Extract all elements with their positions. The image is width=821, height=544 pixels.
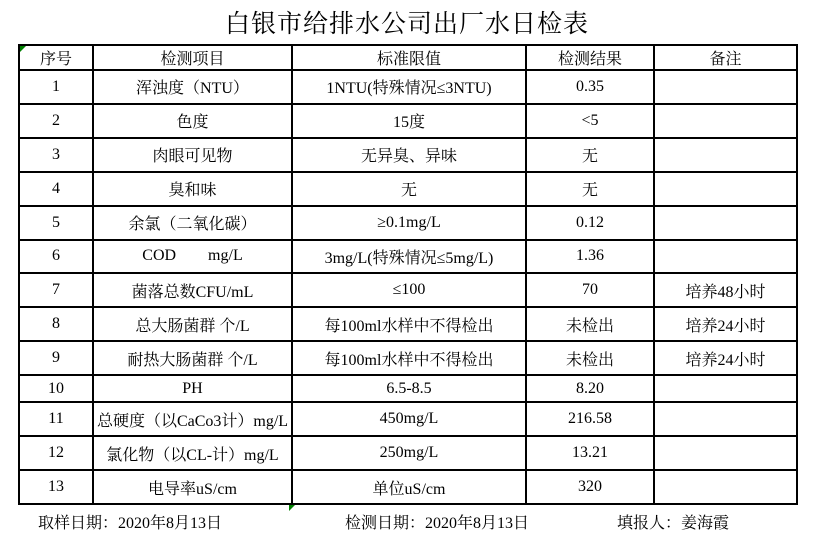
- cell-remark: [654, 470, 797, 504]
- cell-limit: 无: [292, 172, 526, 206]
- header-limit: 标准限值: [292, 45, 526, 70]
- table-row: [19, 104, 797, 138]
- table-row: [19, 172, 797, 206]
- cell-index: 10: [19, 375, 93, 402]
- cell-limit: 无异臭、异味: [292, 138, 526, 172]
- cell-item: 氯化物（以CL-计）mg/L: [93, 436, 292, 470]
- cell-remark: [654, 375, 797, 402]
- cell-remark: 培养24小时: [654, 341, 797, 375]
- cell-result: 320: [526, 470, 654, 504]
- green-corner-marker-icon: [20, 46, 26, 52]
- table-row: [19, 341, 797, 375]
- cell-item: 电导率uS/cm: [93, 470, 292, 504]
- cell-limit: ≤100: [292, 273, 526, 307]
- cell-result: 无: [526, 138, 654, 172]
- cell-item: COD mg/L: [93, 240, 292, 274]
- header-item: 检测项目: [93, 45, 292, 70]
- cell-index: 8: [19, 307, 93, 341]
- cell-index: 6: [19, 240, 93, 274]
- cell-limit: 450mg/L: [292, 402, 526, 436]
- green-bottom-marker-icon: [289, 505, 295, 511]
- table-row: [19, 436, 797, 470]
- page-title: 白银市给排水公司出厂水日检表: [224, 11, 589, 38]
- cell-remark: [654, 138, 797, 172]
- cell-result: 1.36: [526, 240, 654, 274]
- cell-item: 色度: [93, 104, 292, 138]
- cell-remark: 培养24小时: [654, 307, 797, 341]
- cell-result: <5: [526, 104, 654, 138]
- cell-remark: [654, 402, 797, 436]
- cell-remark: [654, 172, 797, 206]
- cell-remark: 培养48小时: [654, 273, 797, 307]
- cell-item: 肉眼可见物: [93, 138, 292, 172]
- cell-index: 7: [19, 273, 93, 307]
- cell-item: PH: [93, 375, 292, 402]
- cell-item: 耐热大肠菌群 个/L: [93, 341, 292, 375]
- inspection-table: [18, 44, 798, 505]
- cell-item: 浑浊度（NTU）: [93, 70, 292, 104]
- reporter-name: 填报人：姜海霞: [617, 515, 730, 532]
- cell-result: 13.21: [526, 436, 654, 470]
- cell-item: 余氯（二氧化碳）: [93, 206, 292, 240]
- cell-index: 12: [19, 436, 93, 470]
- cell-result: 0.12: [526, 206, 654, 240]
- cell-item: 臭和味: [93, 172, 292, 206]
- cell-limit: 1NTU(特殊情况≤3NTU): [292, 70, 526, 104]
- cell-result: 8.20: [526, 375, 654, 402]
- cell-index: 4: [19, 172, 93, 206]
- table-row: [19, 375, 797, 402]
- cell-item: 菌落总数CFU/mL: [93, 273, 292, 307]
- cell-index: 3: [19, 138, 93, 172]
- cell-result: 0.35: [526, 70, 654, 104]
- testing-date: 检测日期：2020年8月13日: [345, 515, 530, 532]
- cell-index: 9: [19, 341, 93, 375]
- sampling-date: 取样日期：2020年8月13日: [38, 515, 223, 532]
- cell-result: 216.58: [526, 402, 654, 436]
- cell-index: 13: [19, 470, 93, 504]
- cell-limit: 6.5-8.5: [292, 375, 526, 402]
- header-remark: 备注: [654, 45, 797, 70]
- cell-limit: ≥0.1mg/L: [292, 206, 526, 240]
- table-row: [19, 206, 797, 240]
- header-index: 序号: [19, 45, 93, 70]
- cell-index: 11: [19, 402, 93, 436]
- table-row: [19, 402, 797, 436]
- table-row: [19, 70, 797, 104]
- cell-remark: [654, 104, 797, 138]
- table-row: [19, 470, 797, 504]
- cell-index: 5: [19, 206, 93, 240]
- cell-limit: 单位uS/cm: [292, 470, 526, 504]
- table-row: [19, 240, 797, 274]
- header-row: [19, 45, 797, 70]
- cell-limit: 3mg/L(特殊情况≤5mg/L): [292, 240, 526, 274]
- cell-limit: 每100ml水样中不得检出: [292, 307, 526, 341]
- cell-limit: 每100ml水样中不得检出: [292, 341, 526, 375]
- cell-index: 1: [19, 70, 93, 104]
- cell-remark: [654, 436, 797, 470]
- cell-remark: [654, 70, 797, 104]
- cell-remark: [654, 240, 797, 274]
- cell-result: 70: [526, 273, 654, 307]
- table-row: [19, 138, 797, 172]
- cell-item: 总硬度（以CaCo3计）mg/L: [93, 402, 292, 436]
- cell-item: 总大肠菌群 个/L: [93, 307, 292, 341]
- cell-result: 无: [526, 172, 654, 206]
- cell-remark: [654, 206, 797, 240]
- cell-result: 未检出: [526, 307, 654, 341]
- cell-index: 2: [19, 104, 93, 138]
- table-row: [19, 273, 797, 307]
- table-row: [19, 307, 797, 341]
- cell-limit: 250mg/L: [292, 436, 526, 470]
- header-result: 检测结果: [526, 45, 654, 70]
- cell-limit: 15度: [292, 104, 526, 138]
- cell-result: 未检出: [526, 341, 654, 375]
